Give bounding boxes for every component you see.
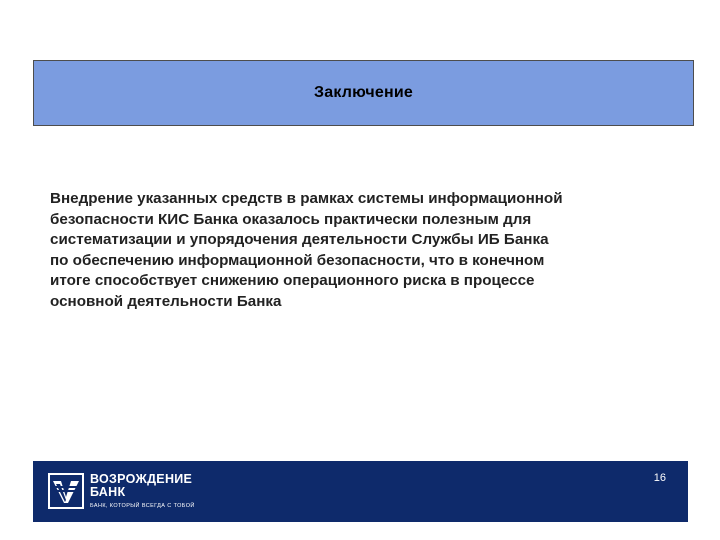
title-box [33, 60, 694, 126]
bank-emblem-icon [48, 473, 84, 509]
footer-band [33, 461, 688, 522]
logo-text-line2: БАНК [90, 485, 126, 499]
page-number: 16 [653, 472, 666, 484]
body-line: итоге способствует снижению операционного риска в процессе [50, 272, 535, 290]
body-line: систематизации и упорядочения деятельности Службы ИБ Банка [50, 231, 549, 249]
body-line: безопасности КИС Банка оказалось практически полезным для [50, 210, 532, 228]
body-paragraph [50, 189, 690, 313]
body-line: Внедрение указанных средств в рамках системы информационной [50, 190, 563, 207]
body-line: по обеспечению информационной безопасности, что в конечном [50, 251, 545, 269]
slide-title: Заключение [314, 84, 413, 101]
logo-text-line1: ВОЗРОЖДЕНИЕ [90, 472, 193, 486]
logo-slogan: БАНК, КОТОРЫЙ ВСЕГДА С ТОБОЙ [90, 503, 195, 509]
body-line: основной деятельности Банка [50, 292, 282, 310]
